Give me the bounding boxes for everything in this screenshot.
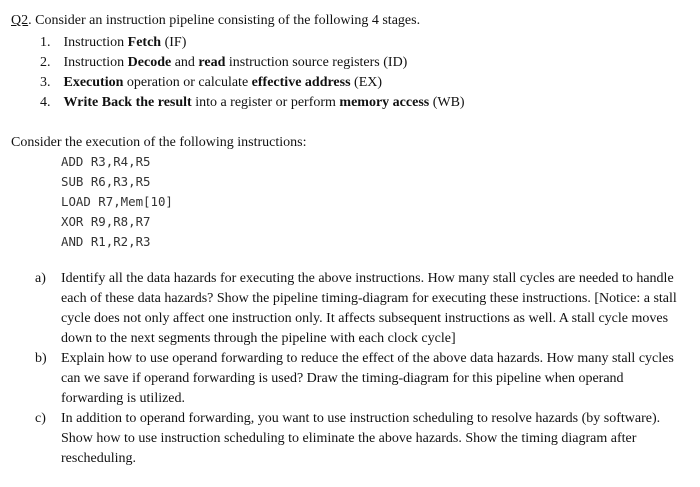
part-text: In addition to operand forwarding, you want to use instruction scheduling to resolve hazards (by software). Show how to use instruction scheduling to eliminate the above hazards. Show the timing diagram after rescheduling. xyxy=(61,411,661,466)
stage-text-bold: Decode xyxy=(127,55,172,70)
stage-text-segment: instruction source registers (ID) xyxy=(225,55,408,70)
part-label: a) xyxy=(35,271,46,286)
part-label: c) xyxy=(35,411,46,426)
question-heading xyxy=(11,11,691,31)
stage-item xyxy=(40,93,465,113)
code-line: XOR R9,R8,R7 xyxy=(61,214,151,229)
stage-item xyxy=(40,53,465,73)
question-part-b xyxy=(35,349,685,409)
question-parts xyxy=(35,269,685,469)
stage-item xyxy=(40,33,465,53)
stage-text-bold: memory access xyxy=(339,95,430,110)
stage-text-segment: into a register or perform xyxy=(191,95,340,110)
question-part-c xyxy=(35,409,685,469)
stage-text-bold: read xyxy=(198,55,226,70)
pipeline-stage-list xyxy=(40,33,465,113)
question-part-a xyxy=(35,269,685,349)
stage-number: 1. xyxy=(40,35,51,50)
part-label: b) xyxy=(35,351,47,366)
stage-text-segment: and xyxy=(171,55,199,70)
stage-text-segment: Instruction xyxy=(63,35,128,50)
question-text: . Consider an instruction pipeline consisting of the following 4 stages. xyxy=(28,13,421,28)
stage-number: 2. xyxy=(40,55,51,70)
stage-text-bold: Fetch xyxy=(127,35,162,50)
code-line: ADD R3,R4,R5 xyxy=(61,154,151,169)
stage-text-segment: (EX) xyxy=(350,75,383,90)
stage-text-segment: (WB) xyxy=(429,95,465,110)
stage-text-segment: operation or calculate xyxy=(123,75,252,90)
code-line: LOAD R7,Mem[10] xyxy=(61,194,173,209)
code-line: SUB R6,R3,R5 xyxy=(61,174,151,189)
part-text: Explain how to use operand forwarding to reduce the effect of the above data hazards. How many stall cycles can we save if operand forwarding is used? Draw the timing-diagram for this pipeline when operand forwarding is utilized. xyxy=(61,351,674,406)
stage-text-bold: effective address xyxy=(251,75,351,90)
code-line: AND R1,R2,R3 xyxy=(61,234,151,249)
stage-number: 3. xyxy=(40,75,51,90)
stage-text-segment: Instruction xyxy=(63,55,128,70)
part-text: Identify all the data hazards for executing the above instructions. How many stall cycles are needed to handle each of these data hazards? Show the pipeline timing-diagram for executing these instructions. [Notice: a stall cycle does not only affect one instruction only. It affects subsequent instructions as well. A stall cycle moves down to the next segments through the pipeline with each clock cycle] xyxy=(61,271,677,346)
stage-text-bold: Execution xyxy=(63,75,124,90)
stage-text-segment: (IF) xyxy=(161,35,187,50)
question-number: Q2 xyxy=(11,13,29,28)
stage-text-bold: Write Back the result xyxy=(63,95,192,110)
stage-item xyxy=(40,73,465,93)
instructions-intro: Consider the execution of the following instructions: xyxy=(11,135,307,150)
stage-number: 4. xyxy=(40,95,51,110)
instruction-code-list xyxy=(61,152,173,252)
